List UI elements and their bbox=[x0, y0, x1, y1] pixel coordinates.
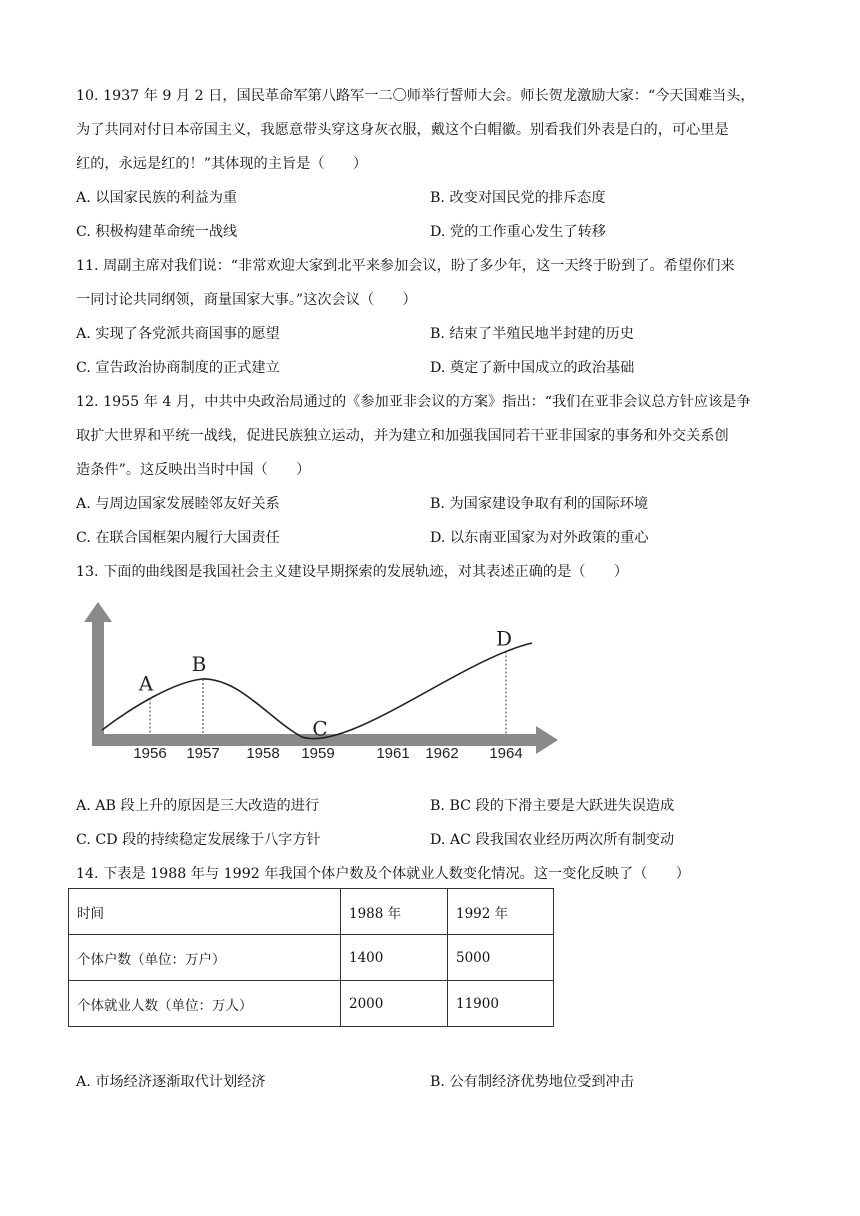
point-label-b: B bbox=[191, 651, 207, 676]
table-row bbox=[69, 935, 554, 981]
table-header-cell: 1992 年 bbox=[448, 889, 554, 935]
q13-option-a: A. AB 段上升的原因是三大改造的进行 bbox=[76, 798, 320, 814]
q10-option-b: B. 改变对国民党的排斥态度 bbox=[430, 190, 606, 206]
q13-stem-line-1: 13. 下面的曲线图是我国社会主义建设早期探索的发展轨迹，对其表述正确的是（ ） bbox=[76, 564, 629, 580]
q14-option-b: B. 公有制经济优势地位受到冲击 bbox=[430, 1074, 634, 1090]
q10-option-a: A. 以国家民族的利益为重 bbox=[76, 190, 238, 206]
q10-option-d: D. 党的工作重心发生了转移 bbox=[430, 224, 606, 240]
q11-option-a: A. 实现了各党派共商国事的愿望 bbox=[76, 326, 280, 342]
q12-stem-line-2: 取扩大世界和平统一战线，促进民族独立运动，并为建立和加强我国同若干亚非国家的事务和外交关系创 bbox=[76, 428, 729, 444]
q11-option-d: D. 奠定了新中国成立的政治基础 bbox=[430, 360, 635, 376]
q12-option-c: C. 在联合国框架内履行大国责任 bbox=[76, 530, 280, 546]
table-header-cell: 1988 年 bbox=[341, 889, 448, 935]
q12-option-b: B. 为国家建设争取有利的国际环境 bbox=[430, 496, 649, 512]
table-cell: 11900 bbox=[448, 981, 554, 1027]
table-row bbox=[69, 981, 554, 1027]
q12-stem-line-3: 造条件”。这反映出当时中国（ ） bbox=[76, 462, 311, 478]
q12-option-d: D. 以东南亚国家为对外政策的重心 bbox=[430, 530, 649, 546]
table-cell: 2000 bbox=[341, 981, 448, 1027]
q14-stem-line-1: 14. 下表是 1988 年与 1992 年我国个体户数及个体就业人数变化情况。这一变化反映了（ ） bbox=[76, 866, 690, 882]
table-header-row bbox=[69, 889, 554, 935]
curve-svg bbox=[80, 600, 560, 778]
q10-stem-line-2: 为了共同对付日本帝国主义，我愿意带头穿这身灰衣服，戴这个白帽徽。别看我们外表是白的，可心里是 bbox=[76, 122, 729, 138]
q12-option-a: A. 与周边国家发展睦邻友好关系 bbox=[76, 496, 280, 512]
q14-data-table bbox=[68, 888, 554, 1027]
x-tick-label: 1957 bbox=[186, 745, 220, 762]
point-label-d: D bbox=[495, 626, 513, 651]
q13-option-b: B. BC 段的下滑主要是大跃进失误造成 bbox=[430, 798, 675, 814]
development-curve-chart bbox=[80, 600, 560, 778]
q10-option-c: C. 积极构建革命统一战线 bbox=[76, 224, 238, 240]
q11-option-c: C. 宣告政治协商制度的正式建立 bbox=[76, 360, 280, 376]
x-tick-label: 1958 bbox=[246, 745, 280, 762]
x-tick-label: 1959 bbox=[301, 745, 335, 762]
x-tick-label: 1962 bbox=[425, 745, 459, 762]
q10-stem-line-1: 10. 1937 年 9 月 2 日，国民革命军第八路军一二〇师举行誓师大会。师长贺龙激励大家：“今天国难当头， bbox=[76, 88, 755, 104]
q11-stem-line-1: 11. 周副主席对我们说：“非常欢迎大家到北平来参加会议，盼了多少年，这一天终于盼到了。希望你们来 bbox=[76, 258, 735, 274]
q13-option-c: C. CD 段的持续稳定发展缘于八字方针 bbox=[76, 832, 321, 848]
q12-stem-line-1: 12. 1955 年 4 月，中共中央政治局通过的《参加亚非会议的方案》指出：“我们在亚非会议总方针应该是争 bbox=[76, 394, 751, 410]
table-header-cell: 时间 bbox=[69, 889, 341, 935]
x-tick-label: 1961 bbox=[376, 745, 410, 762]
q11-option-b: B. 结束了半殖民地半封建的历史 bbox=[430, 326, 634, 342]
table-cell: 个体户数（单位：万户） bbox=[69, 935, 341, 981]
table-cell: 5000 bbox=[448, 935, 554, 981]
table-cell: 1400 bbox=[341, 935, 448, 981]
q10-stem-line-3: 红的，永远是红的！”其体现的主旨是（ ） bbox=[76, 156, 368, 172]
q14-option-a: A. 市场经济逐渐取代计划经济 bbox=[76, 1074, 266, 1090]
point-label-c: C bbox=[312, 716, 328, 741]
table-cell: 个体就业人数（单位：万人） bbox=[69, 981, 341, 1027]
x-tick-label: 1964 bbox=[489, 745, 523, 762]
q13-option-d: D. AC 段我国农业经历两次所有制变动 bbox=[430, 832, 675, 848]
x-axis-arrowhead bbox=[536, 726, 558, 754]
y-axis-bar bbox=[92, 620, 104, 746]
x-tick-label: 1956 bbox=[133, 745, 167, 762]
point-label-a: A bbox=[138, 671, 154, 696]
q11-stem-line-2: 一同讨论共同纲领，商量国家大事。”这次会议（ ） bbox=[76, 292, 417, 308]
y-axis-arrowhead bbox=[84, 602, 112, 622]
